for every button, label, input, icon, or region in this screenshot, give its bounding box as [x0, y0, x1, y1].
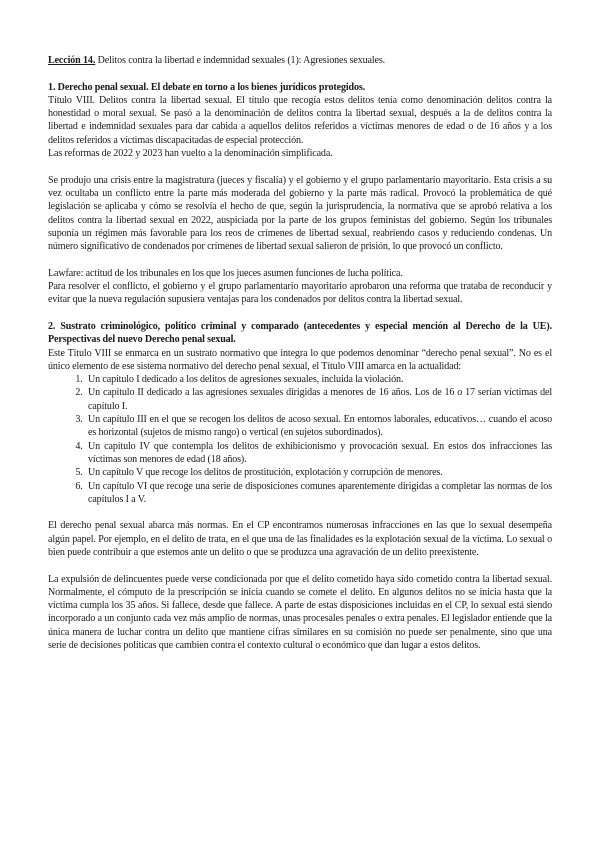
lawfare-definition: Lawfare: actitud de los tribunales en los que los jueces asumen funciones de lucha política.: [48, 267, 403, 279]
section-2-heading: 2. Sustrato criminológico, político criminal y comparado (antecedentes y especial mención al Derecho de la UE). Perspectivas del nuevo Derecho penal sexual.: [48, 320, 552, 346]
list-item: 3. Un capítulo III en el que se recogen los delitos de acoso sexual. En entornos laborales, educativos… cuando el acoso es horizontal (sujetos de mismo rango) o vertical (en sujetos subordinados).: [85, 413, 552, 440]
list-item: 5. Un capítulo V que recoge los delitos de prostitución, explotación y corrupción de menores.: [85, 466, 552, 479]
lesson-title: Delitos contra la libertad e indemnidad sexuales (1): Agresiones sexuales.: [95, 55, 386, 66]
section-1-paragraph: Se produjo una crisis entre la magistratura (jueces y fiscalía) y el gobierno y el grupo parlamentario mayoritario. Esta crisis a su vez ocultaba un conflicto entre la parte más moderada del gobierno y la parte más radical. Provocó la problemática de qué legislación se aplicaba y cómo se resolvía el hecho de que, según la jurisprudencia, la normativa que se aprobó relativa a los delitos contra la libertad sexual en 2022, auspiciada por la parte de los grupos feministas del gobierno. Según los tribunales suponía un régimen más favorable para los reos de crímenes de libertad sexual, reabriendo casos y reduciendo condenas. Un número significativo de condenados por crímenes de libertad sexual salieron de prisión, lo que provocó un conflicto.: [48, 174, 552, 253]
chapter-list: [48, 373, 552, 506]
list-item: 2. Un capítulo II dedicado a las agresiones sexuales dirigidas a menores de 16 años. Los de 16 o 17 serían víctimas del capítulo I.: [85, 386, 552, 413]
list-item: 4. Un capítulo IV que contempla los delitos de exhibicionismo y provocación sexual. En estos dos infracciones las víctimas son menores de edad (18 años).: [85, 440, 552, 467]
document-page: [48, 54, 552, 652]
section-2-paragraph: La expulsión de delincuentes puede verse condicionada por que el delito cometido haya sido cometido contra la libertad sexual. Normalmente, el cómputo de la prescripción se inicia cuando se comete el delito. En algunos delitos no se inicia hasta que la víctima cumpla los 35 años. Si fallece, desde que fallece. A parte de estas disposiciones incluidas en el CP, lo sexual está siendo incorporado a un conjunto cada vez más amplio de normas, unas procesales penales o extra penales. El legislador entiende que la única manera de luchar contra un delito que mantiene cifras similares en su comisión no puede ser penalmente, sino que una serie de decisiones políticas que cambien contra el contexto cultural o económico que dan lugar a estos delitos.: [48, 573, 552, 652]
section-1-paragraph: Para resolver el conflicto, el gobierno y el grupo parlamentario mayoritario aprobaron una reforma que trataba de reconducir y evitar que la nueva regulación supusiera ventajas para los condenados por delitos contra la libertad sexual.: [48, 281, 552, 306]
lesson-label: Lección 14.: [48, 55, 96, 66]
section-1-paragraph: Las reformas de 2022 y 2023 han vuelto a la denominación simplificada.: [48, 148, 333, 160]
section-2-paragraph: El derecho penal sexual abarca más normas. En el CP encontramos numerosas infracciones en las que lo sexual desempeña algún papel. Por ejemplo, en el delito de trata, en el que una de las finalidades es la explotación sexual de la víctima. Lo sexual o bien puede contribuir a que estemos ante un delito o que se produzca una agravación de un delito preexistente.: [48, 520, 552, 558]
list-item: 1. Un capítulo I dedicado a los delitos de agresiones sexuales, incluida la violación.: [85, 373, 552, 386]
list-item: 6. Un capítulo VI que recoge una serie de disposiciones comunes aparentemente dirigidas a completar las normas de los capítulos I a V.: [85, 480, 552, 507]
lesson-title-line: [48, 54, 552, 67]
section-1-heading: 1. Derecho penal sexual. El debate en torno a los bienes jurídicos protegidos.: [48, 81, 366, 93]
section-2-intro: Este Título VIII se enmarca en un sustrato normativo que integra lo que podemos denominar “derecho penal sexual”. No es el único elemento de ese sistema normativo del derecho penal sexual, el Título VIII amarca en la actualidad:: [48, 347, 552, 372]
section-1-paragraph: Título VIII. Delitos contra la libertad sexual. El título que recogía estos delitos tenía como denominación delitos contra la honestidad o moral sexual. Se pasó a la denominación de delitos contra la libertad sexual, después a la de delitos contra la libertad e indemnidad sexuales para dar cabida a aquellos delitos referidos a víctimas menores de edad o de 16 años y a los delitos referidos a víctimas discapacitadas de especial protección.: [48, 94, 552, 146]
